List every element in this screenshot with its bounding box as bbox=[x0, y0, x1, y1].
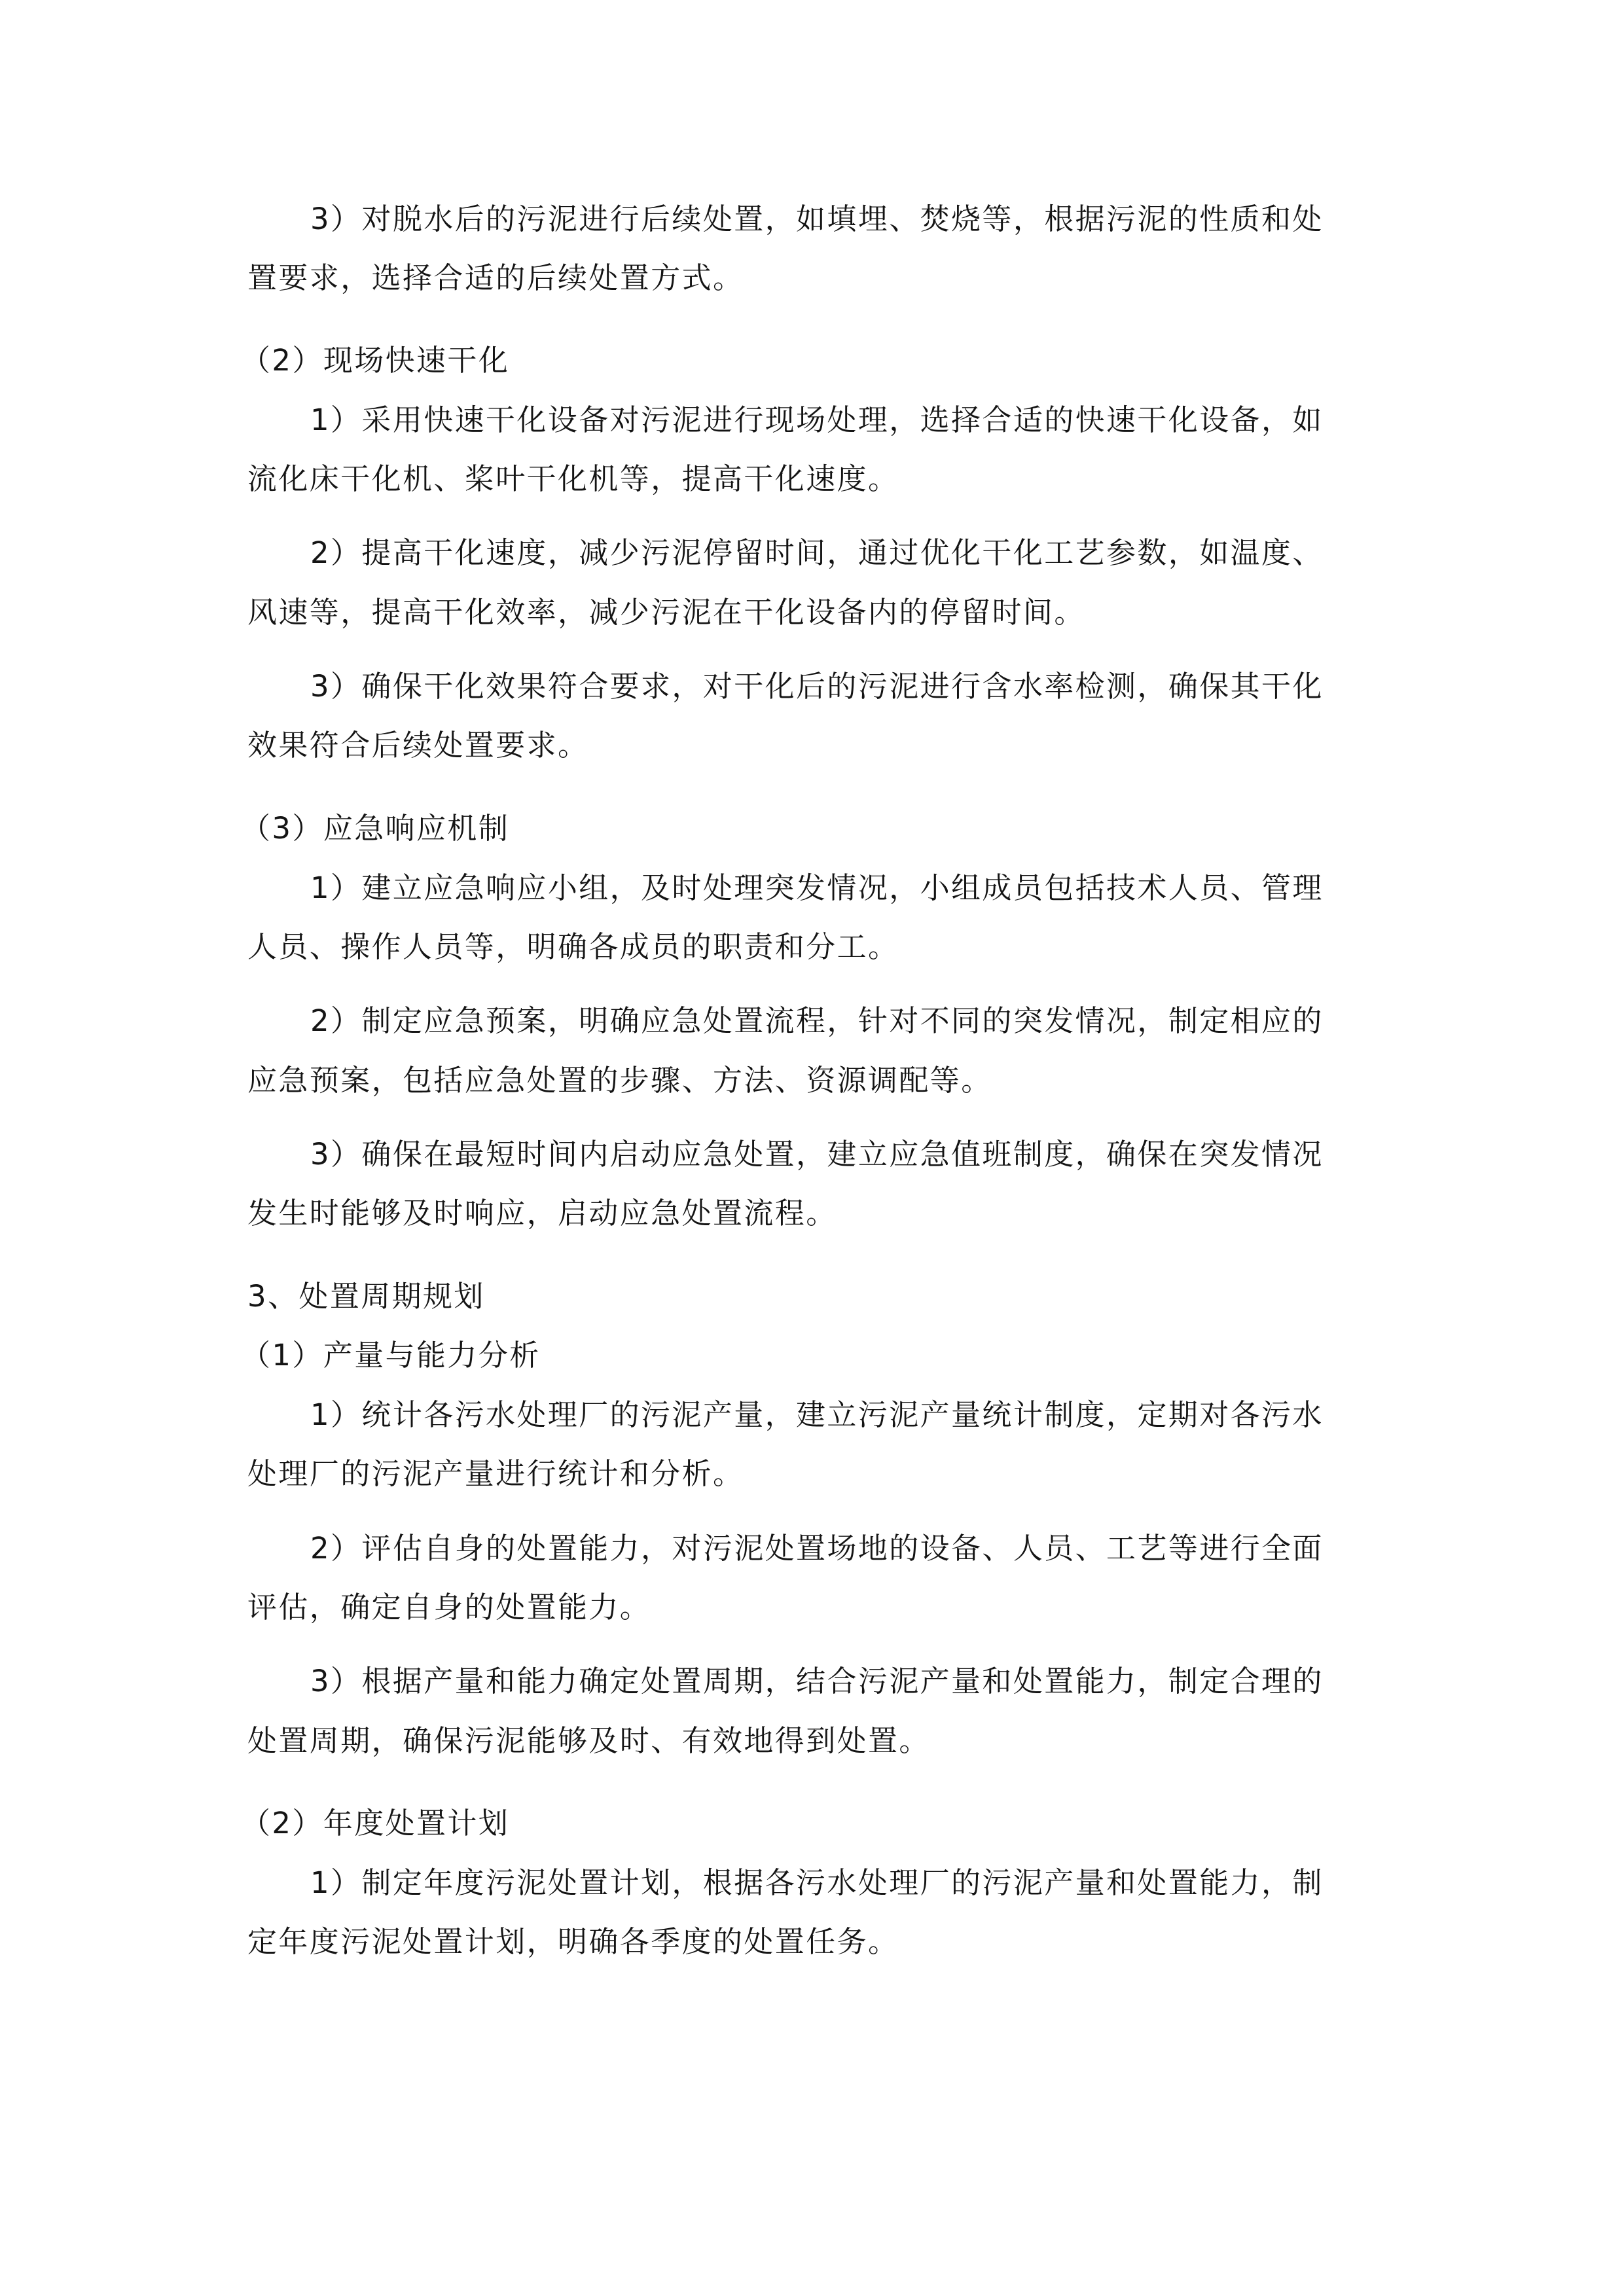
paragraph-line: 定年度污泥处置计划，明确各季度的处置任务。 bbox=[247, 1924, 899, 1959]
subsection-heading: （1）产量与能力分析 bbox=[241, 1338, 541, 1372]
paragraph-line: 人员、操作人员等，明确各成员的职责和分工。 bbox=[247, 929, 899, 964]
paragraph-line: 评估，确定自身的处置能力。 bbox=[247, 1590, 651, 1624]
paragraph-line: 3）确保在最短时间内启动应急处置，建立应急值班制度，确保在突发情况 bbox=[310, 1137, 1324, 1172]
paragraph-line: 置要求，选择合适的后续处置方式。 bbox=[247, 260, 744, 295]
paragraph-line: 处理厂的污泥产量进行统计和分析。 bbox=[247, 1456, 744, 1491]
paragraph-line: 处置周期，确保污泥能够及时、有效地得到处置。 bbox=[247, 1723, 930, 1758]
section-heading: 3、处置周期规划 bbox=[247, 1279, 485, 1314]
paragraph-line: 1）制定年度污泥处置计划，根据各污水处理厂的污泥产量和处置能力，制 bbox=[310, 1865, 1324, 1900]
paragraph-line: 1）统计各污水处理厂的污泥产量，建立污泥产量统计制度，定期对各污水 bbox=[310, 1397, 1324, 1432]
paragraph-line: 应急预案，包括应急处置的步骤、方法、资源调配等。 bbox=[247, 1063, 992, 1098]
paragraph-line: 风速等，提高干化效率，减少污泥在干化设备内的停留时间。 bbox=[247, 595, 1085, 630]
paragraph-line: 效果符合后续处置要求。 bbox=[247, 728, 589, 762]
subsection-heading: （3）应急响应机制 bbox=[241, 811, 510, 846]
paragraph-line: 3）根据产量和能力确定处置周期，结合污泥产量和处置能力，制定合理的 bbox=[310, 1664, 1324, 1698]
paragraph-line: 流化床干化机、桨叶干化机等，提高干化速度。 bbox=[247, 461, 899, 496]
paragraph-line: 3）确保干化效果符合要求，对干化后的污泥进行含水率检测，确保其干化 bbox=[310, 669, 1324, 704]
paragraph-line: 1）建立应急响应小组，及时处理突发情况，小组成员包括技术人员、管理 bbox=[310, 870, 1324, 905]
subsection-heading: （2）现场快速干化 bbox=[241, 343, 510, 378]
subsection-heading: （2）年度处置计划 bbox=[241, 1806, 510, 1840]
paragraph-line: 3）对脱水后的污泥进行后续处置，如填埋、焚烧等，根据污泥的性质和处 bbox=[310, 202, 1324, 236]
paragraph-line: 2）制定应急预案，明确应急处置流程，针对不同的突发情况，制定相应的 bbox=[310, 1003, 1324, 1038]
paragraph-line: 2）评估自身的处置能力，对污泥处置场地的设备、人员、工艺等进行全面 bbox=[310, 1531, 1324, 1566]
paragraph-line: 发生时能够及时响应，启动应急处置流程。 bbox=[247, 1196, 837, 1230]
paragraph-line: 1）采用快速干化设备对污泥进行现场处理，选择合适的快速干化设备，如 bbox=[310, 403, 1324, 437]
paragraph-line: 2）提高干化速度，减少污泥停留时间，通过优化干化工艺参数，如温度、 bbox=[310, 535, 1324, 570]
